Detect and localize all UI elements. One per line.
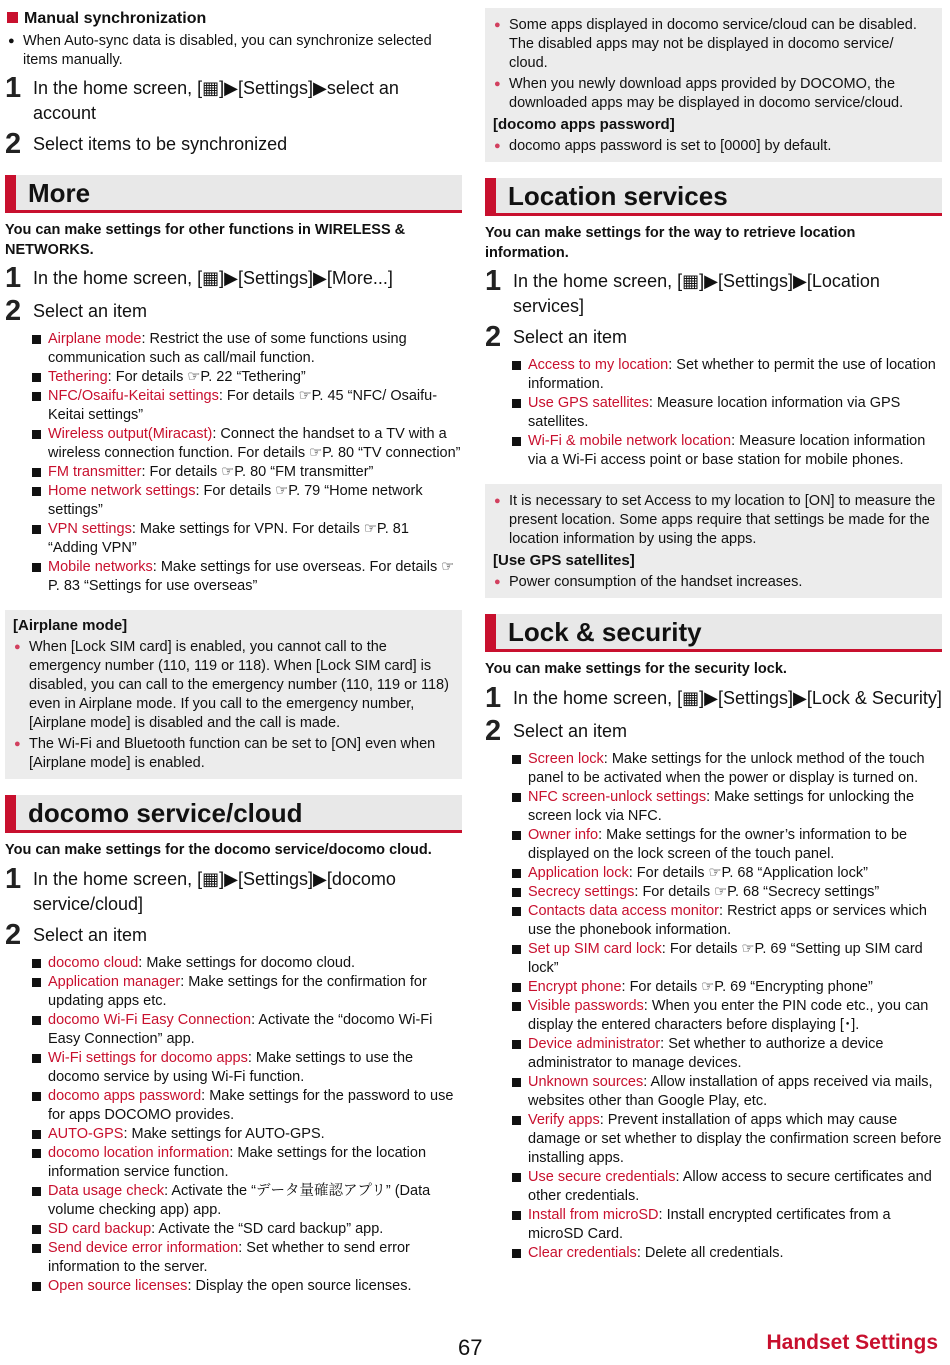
step-text: Select items to be synchronized [33, 134, 288, 154]
setting-name: Mobile networks [48, 559, 153, 575]
step-number: 2 [5, 128, 22, 160]
setting-description: : For details ☞P. 69 “Encrypting phone” [621, 978, 873, 995]
airplane-mode-note-bullets [11, 638, 456, 773]
setting-description: : For details ☞P. 22 “Tethering” [107, 369, 306, 385]
step-number: 2 [485, 321, 502, 353]
setting-description: : Make settings for the unlock method of the touch panel to be activated when the power or display is turned on. [528, 750, 925, 786]
step [5, 130, 462, 159]
page-number: 67 [458, 1335, 483, 1360]
step-text: Select an item [33, 301, 148, 321]
more-intro: You can make settings for other functions in WIRELESS & NETWORKS. [5, 222, 406, 258]
list-item [32, 368, 462, 387]
step [5, 918, 462, 951]
list-item [512, 1111, 942, 1168]
note-bullet: ● It is necessary to set Access to my location to [ON] to measure the present location. Some apps require that settings be made for the location information by using the apps. [491, 492, 936, 549]
setting-name: NFC/Osaifu-Keitai settings [48, 388, 219, 404]
setting-description: : For details ☞P. 80 “FM transmitter” [141, 464, 374, 480]
setting-description: : Make settings for the location information service function. [48, 1144, 427, 1180]
more-items [32, 330, 462, 596]
setting-description: : For details ☞P. 69 “Setting up SIM card lock” [528, 940, 923, 976]
setting-description: : For details ☞P. 68 “Application lock” [628, 864, 868, 881]
note-bullet: ● docomo apps password is set to [0000] by default. [491, 137, 936, 156]
setting-name: Owner info [528, 826, 599, 843]
right-column [485, 8, 942, 1263]
setting-name: Set up SIM card lock [528, 940, 662, 957]
setting-description: : Make settings for the password to use for apps DOCOMO provides. [48, 1087, 454, 1123]
list-item [32, 1277, 462, 1296]
step-number: 2 [485, 714, 502, 747]
list-item [32, 954, 462, 973]
setting-description: : Activate the “docomo Wi-Fi Easy Connection” app. [48, 1011, 433, 1047]
list-item [32, 482, 462, 520]
setting-name: Clear credentials [528, 1244, 637, 1261]
setting-name: Access to my location [528, 357, 669, 373]
step-number: 2 [5, 918, 22, 951]
setting-description: : Make settings for the confirmation for updating apps etc. [48, 973, 427, 1009]
list-item [32, 330, 462, 368]
step [485, 323, 942, 352]
step [5, 264, 462, 293]
docomo-password-note-bullets [491, 137, 936, 156]
setting-name: docomo apps password [48, 1087, 202, 1104]
list-item [512, 902, 942, 940]
step-text: In the home screen, [▦]▶[Settings]▶[More...] [33, 268, 393, 288]
list-item [32, 387, 462, 425]
list-item [32, 1182, 462, 1220]
docomo-note-bullets [491, 16, 936, 113]
setting-description: : Measure location information via a Wi-Fi access point or base station for mobile phones. [528, 433, 926, 468]
setting-description: : Make settings for unlocking the screen lock via NFC. [528, 788, 915, 824]
docomo-steps [5, 862, 462, 951]
setting-name: Send device error information [48, 1239, 239, 1256]
setting-name: Data usage check [48, 1182, 165, 1199]
list-item [512, 1168, 942, 1206]
airplane-mode-note-title: [Airplane mode] [13, 617, 128, 634]
note-bullet: ● When you newly download apps provided by DOCOMO, the downloaded apps may be displayed in docomo service/cloud. [491, 75, 936, 113]
step-text: In the home screen, [▦]▶[Settings]▶[docomo service/cloud] [33, 868, 396, 914]
setting-name: Home network settings [48, 483, 196, 499]
setting-name: Application manager [48, 973, 181, 990]
setting-name: docomo location information [48, 1144, 230, 1161]
setting-name: Wi-Fi & mobile network location [528, 433, 732, 449]
note-bullet: ● The Wi-Fi and Bluetooth function can be set to [ON] even when [Airplane mode] is enabled. [11, 735, 456, 773]
lock-section-title: Lock & security [485, 614, 942, 652]
step-number: 1 [485, 681, 502, 714]
list-item [512, 1035, 942, 1073]
setting-description: : Allow access to secure certificates and other credentials. [528, 1168, 932, 1204]
list-item [512, 883, 942, 902]
gps-note-title: [Use GPS satellites] [493, 552, 635, 569]
list-item [32, 1049, 462, 1087]
step-text: In the home screen, [▦]▶[Settings]▶[Location services] [513, 271, 880, 316]
list-item [512, 940, 942, 978]
lock-steps [485, 681, 942, 747]
step-number: 2 [5, 295, 22, 327]
setting-description: : Make settings for docomo cloud. [138, 954, 356, 971]
step-text: In the home screen, [▦]▶[Settings]▶select an account [33, 78, 399, 123]
airplane-mode-note-box [5, 610, 462, 779]
list-item [32, 1220, 462, 1239]
setting-name: Use GPS satellites [528, 395, 649, 411]
setting-name: Application lock [528, 864, 629, 881]
setting-name: Verify apps [528, 1111, 600, 1128]
setting-description: : Prevent installation of apps which may cause damage or set whether to display the confirmation screen before installing apps. [528, 1111, 942, 1166]
list-item [512, 1244, 942, 1263]
list-item [512, 1073, 942, 1111]
note-bullet: ● Power consumption of the handset increases. [491, 573, 936, 592]
setting-name: Install from microSD [528, 1206, 659, 1223]
setting-description: : Set whether to authorize a device administrator to manage devices. [528, 1035, 884, 1071]
gps-note-bullets [491, 573, 936, 592]
setting-name: Encrypt phone [528, 978, 622, 995]
setting-description: : When you enter the PIN code etc., you can display the entered characters before displaying [･]. [528, 997, 929, 1033]
step [5, 297, 462, 326]
manual-sync-note: ● When Auto-sync data is disabled, you can synchronize selected items manually. [5, 32, 462, 70]
setting-name: Visible passwords [528, 997, 644, 1014]
manual-sync-heading: Manual synchronization [7, 8, 462, 30]
more-steps [5, 264, 462, 326]
list-item [32, 1087, 462, 1125]
list-item [512, 788, 942, 826]
setting-description: : Make settings for the owner’s information to be displayed on the lock screen of the touch panel. [528, 826, 908, 862]
docomo-section-title: docomo service/cloud [5, 795, 462, 833]
list-item [32, 973, 462, 1011]
list-item [32, 425, 462, 463]
location-steps [485, 267, 942, 352]
left-column [5, 8, 462, 1296]
setting-description: : Make settings to use the docomo service by using Wi-Fi function. [48, 1049, 414, 1085]
setting-name: Contacts data access monitor [528, 902, 720, 919]
list-item [32, 1125, 462, 1144]
step-number: 1 [5, 862, 22, 895]
setting-name: Airplane mode [48, 331, 142, 347]
manual-sync-steps [5, 74, 462, 159]
setting-description: : Display the open source licenses. [187, 1277, 412, 1294]
setting-description: : Measure location information via GPS satellites. [528, 395, 901, 430]
step [485, 714, 942, 747]
location-note-box [485, 484, 942, 598]
setting-description: : Allow installation of apps received via mails, websites other than Google Play, etc. [528, 1073, 933, 1109]
setting-description: : Set whether to send error information to the server. [48, 1239, 410, 1275]
setting-name: FM transmitter [48, 464, 142, 480]
setting-name: SD card backup [48, 1220, 152, 1237]
location-note-bullets [491, 492, 936, 549]
list-item [512, 394, 942, 432]
list-item [32, 520, 462, 558]
list-item [512, 1206, 942, 1244]
setting-description: : Make settings for AUTO-GPS. [123, 1125, 325, 1142]
lock-intro: You can make settings for the security lock. [485, 661, 787, 677]
list-item [512, 826, 942, 864]
manual-sync-section [5, 8, 462, 159]
list-item [512, 997, 942, 1035]
step [5, 862, 462, 917]
note-bullet: ● When [Lock SIM card] is enabled, you cannot call to the emergency number (110, 119 or 118). When [Lock SIM card] is disabled, you can call to the emergency number (110, 119 or 118) even in Airplane mode. If you call to the emergency number, [Airplane mode] is disabled and the call is made. [11, 638, 456, 733]
setting-description: : Restrict the use of some functions using communication such as call/mail function. [48, 331, 407, 366]
setting-description: : Install encrypted certificates from a microSD Card. [528, 1206, 891, 1242]
setting-name: docomo Wi-Fi Easy Connection [48, 1011, 252, 1028]
step-number: 1 [5, 262, 22, 294]
lock-items [512, 750, 942, 1263]
list-item [32, 1239, 462, 1277]
setting-description: : Connect the handset to a TV with a wireless connection function. For details ☞P. 80 “TV connection” [48, 426, 461, 461]
setting-name: Tethering [48, 369, 108, 385]
list-item [512, 864, 942, 883]
footer-section-title: Handset Settings [766, 1331, 938, 1354]
docomo-intro: You can make settings for the docomo service/docomo cloud. [5, 842, 432, 858]
docomo-note-box [485, 8, 942, 162]
setting-name: AUTO-GPS [48, 1125, 124, 1142]
location-section-title: Location services [485, 178, 942, 216]
list-item [32, 558, 462, 596]
list-item [512, 750, 942, 788]
list-item [32, 463, 462, 482]
setting-name: Secrecy settings [528, 883, 635, 900]
setting-description: : Activate the “SD card backup” app. [151, 1220, 384, 1237]
step-text: In the home screen, [▦]▶[Settings]▶[Lock & Security] [513, 687, 942, 708]
list-item [32, 1011, 462, 1049]
step-number: 1 [485, 265, 502, 297]
note-bullet: ● Some apps displayed in docomo service/cloud can be disabled. The disabled apps may not be displayed in docomo service/ cloud. [491, 16, 936, 73]
more-section-title: More [5, 175, 462, 213]
list-item [32, 1144, 462, 1182]
step [485, 267, 942, 319]
docomo-password-note-title: [docomo apps password] [493, 116, 675, 133]
setting-description: : Make settings for VPN. For details ☞P. 81 “Adding VPN” [48, 521, 409, 556]
setting-description: : For details ☞P. 79 “Home network settings” [48, 483, 423, 518]
setting-name: NFC screen-unlock settings [528, 788, 707, 805]
setting-description: : For details ☞P. 68 “Secrecy settings” [634, 883, 880, 900]
setting-name: Use secure credentials [528, 1168, 676, 1185]
setting-name: Screen lock [528, 750, 604, 767]
setting-description: : Set whether to permit the use of location information. [528, 357, 936, 392]
location-intro: You can make settings for the way to retrieve location information. [485, 225, 856, 261]
location-items [512, 356, 942, 470]
setting-name: Device administrator [528, 1035, 661, 1052]
setting-name: Wireless output(Miracast) [48, 426, 213, 442]
step [5, 74, 462, 126]
setting-name: Open source licenses [48, 1277, 188, 1294]
setting-name: Unknown sources [528, 1073, 644, 1090]
setting-name: docomo cloud [48, 954, 139, 971]
step-number: 1 [5, 72, 22, 104]
list-item [512, 978, 942, 997]
setting-description: : Make settings for use overseas. For details ☞P. 83 “Settings for use overseas” [48, 559, 455, 594]
setting-description: : Delete all credentials. [636, 1244, 784, 1261]
setting-name: VPN settings [48, 521, 132, 537]
list-item [512, 432, 942, 470]
square-bullet-icon [7, 12, 18, 23]
setting-description: : Restrict apps or services which use the phonebook information. [528, 902, 927, 938]
step [485, 681, 942, 714]
list-item [512, 356, 942, 394]
step-text: Select an item [33, 924, 148, 945]
setting-description: : Activate the “データ量確認アプリ” (Data volume checking app) app. [48, 1182, 431, 1218]
setting-name: Wi-Fi settings for docomo apps [48, 1049, 248, 1066]
docomo-items [32, 954, 462, 1296]
setting-description: : For details ☞P. 45 “NFC/ Osaifu-Keitai settings” [48, 388, 438, 423]
step-text: Select an item [513, 720, 628, 741]
step-text: Select an item [513, 327, 628, 347]
